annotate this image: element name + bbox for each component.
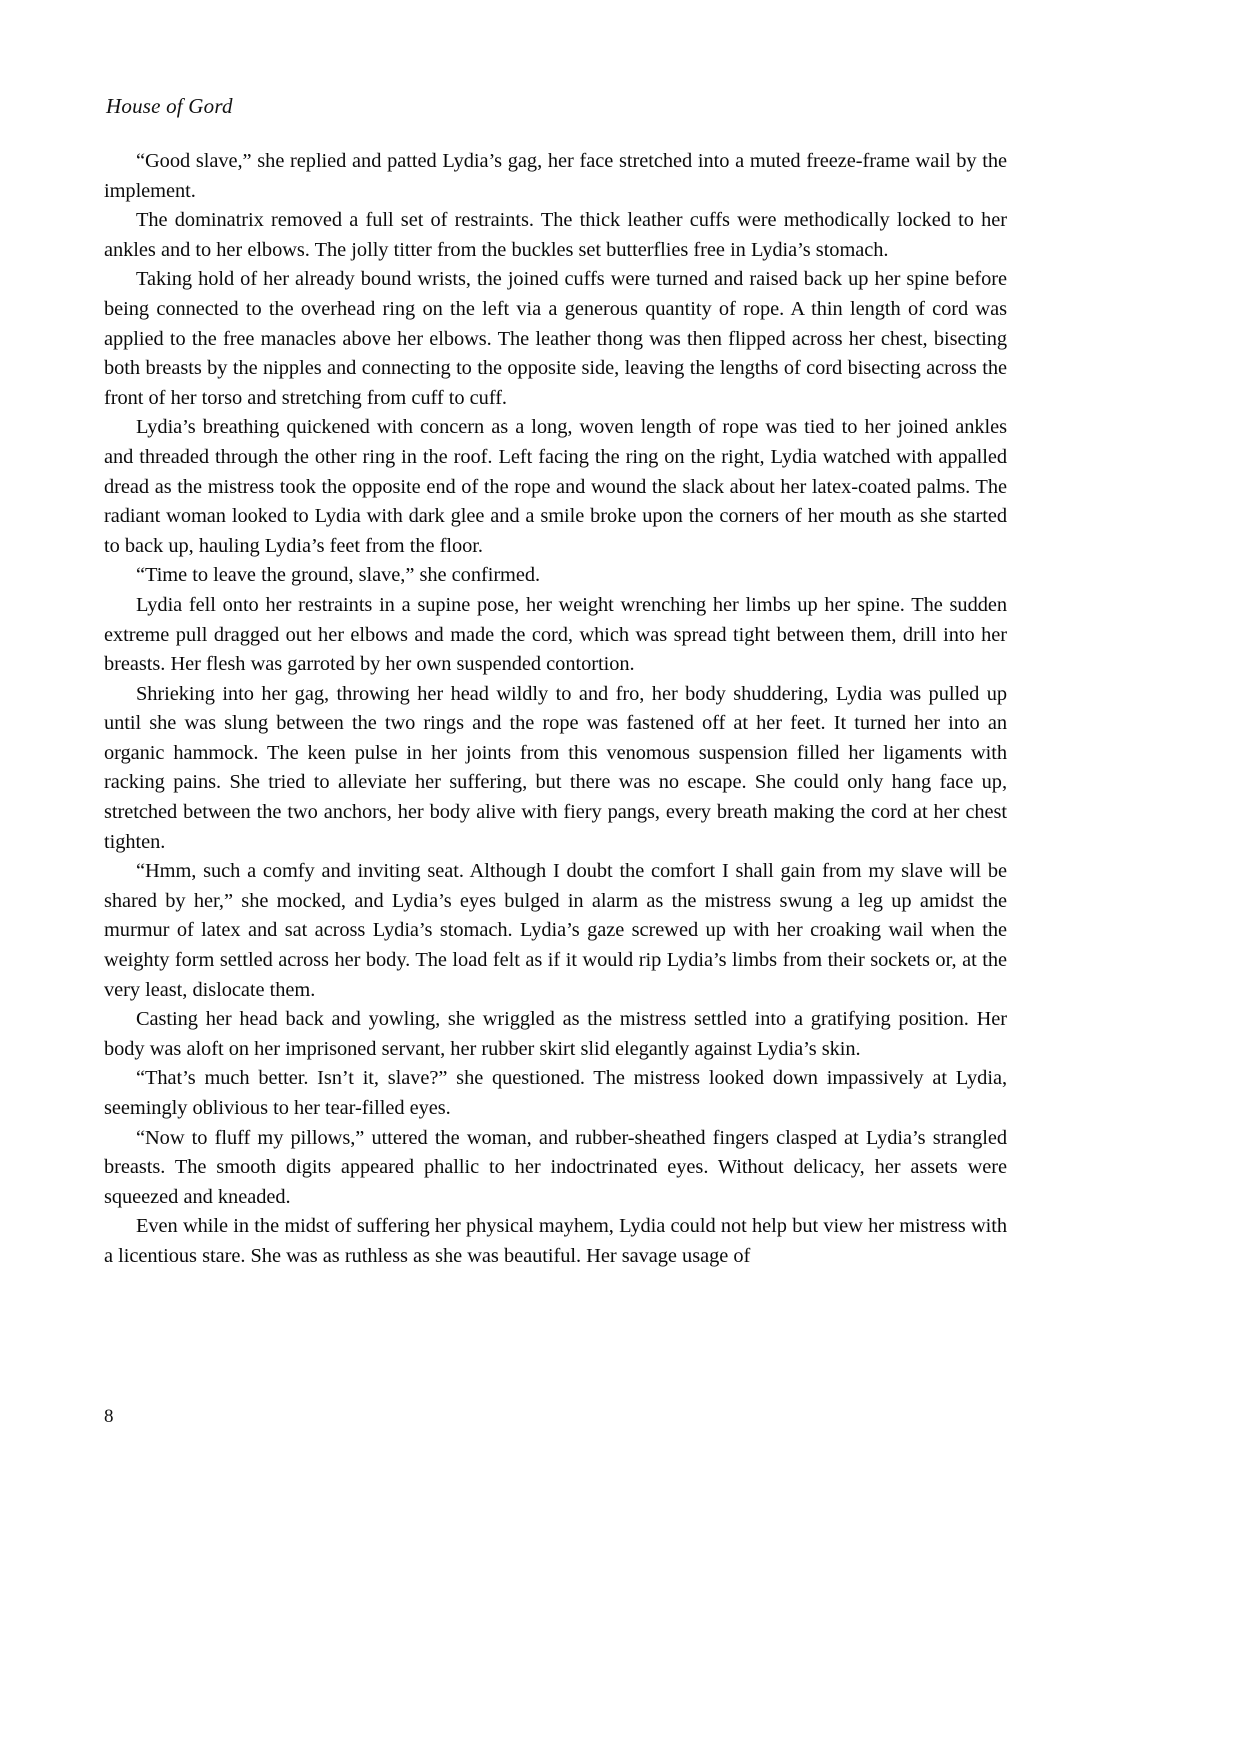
paragraph: Casting her head back and yowling, she wriggled as the mistress settled into a gratifying position. Her body was aloft on her imprisoned servant, her rubber skirt slid elegantly against Lydia’s skin. bbox=[104, 1008, 1007, 1060]
paragraph: “Hmm, such a comfy and inviting seat. Although I doubt the comfort I shall gain from my slave will be shared by her,” she mocked, and Lydia’s eyes bulged in alarm as the mistress swung a leg up amidst the murmur of latex and sat across Lydia’s stomach. Lydia’s gaze screwed up with her croaking wail when the weighty form settled across her body. The load felt as if it would rip Lydia’s limbs from their sockets or, at the very least, dislocate them. bbox=[104, 860, 1007, 1001]
running-head: House of Gord bbox=[106, 94, 233, 118]
paragraph: “Good slave,” she replied and patted Lydia’s gag, her face stretched into a muted freeze-frame wail by the implement. bbox=[104, 150, 1007, 202]
paragraph: Lydia’s breathing quickened with concern as a long, woven length of rope was tied to her joined ankles and threaded through the other ring in the roof. Left facing the ring on the right, Lydia watched with appalled dread as the mistress took the opposite end of the rope and wound the slack about her latex-coated palms. The radiant woman looked to Lydia with dark glee and a smile broke upon the corners of her mouth as she started to back up, hauling Lydia’s feet from the floor. bbox=[104, 416, 1007, 557]
paragraph: “Time to leave the ground, slave,” she confirmed. bbox=[136, 564, 541, 587]
paragraph: The dominatrix removed a full set of restraints. The thick leather cuffs were methodically locked to her ankles and to her elbows. The jolly titter from the buckles set butterflies free in Lydia’s stomach. bbox=[104, 209, 1007, 261]
paragraph: Shrieking into her gag, throwing her head wildly to and fro, her body shuddering, Lydia was pulled up until she was slung between the two rings and the rope was fastened off at her feet. It turned her into an organic hammock. The keen pulse in her joints from this venomous suspension filled her ligaments with racking pains. She tried to alleviate her suffering, but there was no escape. She could only hang face up, stretched between the two anchors, her body alive with fiery pangs, every breath making the cord at her chest tighten. bbox=[104, 682, 1007, 853]
page-number: 8 bbox=[104, 1406, 114, 1427]
page-content-frame bbox=[104, 96, 1007, 1272]
paragraph: “Now to fluff my pillows,” uttered the woman, and rubber-sheathed fingers clasped at Lydia’s strangled breasts. The smooth digits appeared phallic to her indoctrinated eyes. Without delicacy, her assets were squeezed and kneaded. bbox=[104, 1126, 1007, 1208]
paragraph: Lydia fell onto her restraints in a supine pose, her weight wrenching her limbs up her spine. The sudden extreme pull dragged out her elbows and made the cord, which was spread tight between them, drill into her breasts. Her flesh was garroted by her own suspended contortion. bbox=[104, 593, 1007, 676]
paragraph: Taking hold of her already bound wrists, the joined cuffs were turned and raised back up her spine before being connected to the overhead ring on the left via a generous quantity of rope. A thin length of cord was applied to the free manacles above her elbows. The leather thong was then flipped across her chest, bisecting both breasts by the nipples and connecting to the opposite side, leaving the lengths of cord bisecting across the front of her torso and stretching from cuff to cuff. bbox=[104, 268, 1007, 409]
paragraph: Even while in the midst of suffering her physical mayhem, Lydia could not help but view her mistress with a licentious stare. She was as ruthless as she was beautiful. Her savage usage of bbox=[104, 1215, 1007, 1267]
body-text-block bbox=[104, 147, 1007, 1272]
paragraph: “That’s much better. Isn’t it, slave?” she questioned. The mistress looked down impassively at Lydia, seemingly oblivious to her tear-filled eyes. bbox=[104, 1067, 1007, 1119]
